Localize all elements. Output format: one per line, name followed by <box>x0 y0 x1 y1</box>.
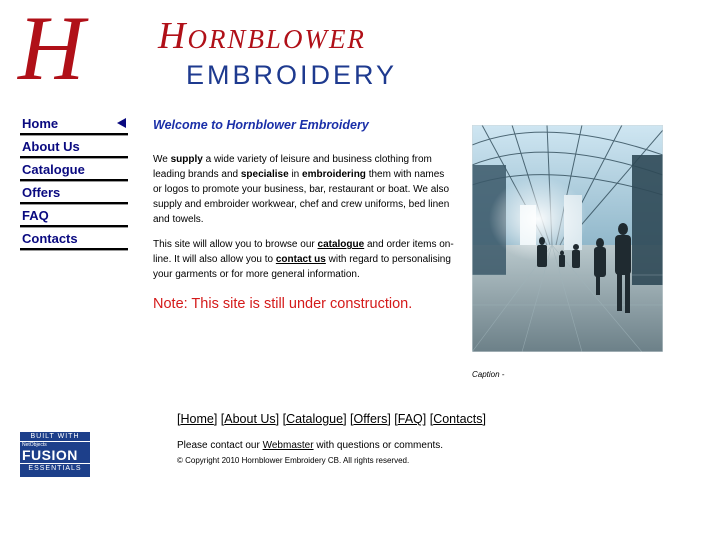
footer-link-offers[interactable]: Offers <box>353 412 388 426</box>
hero-photo <box>472 125 663 352</box>
nav-item-home[interactable] <box>20 114 128 137</box>
nav-item-offers[interactable] <box>20 183 128 206</box>
text: with regard to personalising your garments or for more general information. <box>153 254 451 280</box>
photo-caption: Caption - <box>472 370 505 379</box>
badge-line: BUILT WITH <box>20 432 90 442</box>
bold-text: supply <box>170 154 203 165</box>
nav-item-label: FAQ <box>22 208 49 223</box>
badge-line: NetObjects <box>22 442 47 448</box>
text: them with names or logos to promote your business, bar, restaurant or boat. We also supply and embroider workwear, chef and crew uniforms, bed linen and towels. <box>153 169 450 225</box>
catalogue-link[interactable]: catalogue <box>317 239 365 250</box>
text: This site will allow you to browse our <box>153 239 318 250</box>
sidebar-nav <box>20 114 128 252</box>
contact-us-link[interactable]: contact us <box>275 254 326 265</box>
footer-link-contacts[interactable]: Contacts <box>433 412 483 426</box>
netobjects-fusion-badge[interactable] <box>20 432 90 477</box>
footer-link-home[interactable]: Home <box>180 412 214 426</box>
bold-text: specialise <box>240 169 289 180</box>
text: with questions or comments. <box>313 440 444 451</box>
footer-link-catalogue[interactable]: Catalogue <box>286 412 344 426</box>
copyright-text: © Copyright 2010 Hornblower Embroidery CB. All rights reserved. <box>177 456 410 465</box>
nav-item-label: Offers <box>22 185 61 200</box>
bold-text: embroidering <box>302 169 366 180</box>
text: Please contact our <box>177 440 263 451</box>
logo-subtitle: EMBROIDERY <box>186 60 398 90</box>
mall-atrium-image <box>472 125 663 352</box>
footer-nav: [Home] [About Us] [Catalogue] [Offers] [FAQ] [Contacts] <box>177 412 487 426</box>
nav-item-label: Catalogue <box>22 162 85 177</box>
footer-contact-line <box>177 440 443 451</box>
footer-link-faq[interactable]: FAQ <box>397 412 423 426</box>
browse-paragraph <box>153 237 455 282</box>
intro-paragraph <box>153 152 455 227</box>
text: and order items on-line. It will also allow you to <box>153 239 454 265</box>
badge-line: FUSION <box>22 447 78 463</box>
nav-item-catalogue[interactable] <box>20 160 128 183</box>
nav-item-about-us[interactable] <box>20 137 128 160</box>
nav-item-label: Contacts <box>22 231 78 246</box>
construction-note: Note: This site is still under construction. <box>153 296 413 312</box>
footer-link-about-us[interactable]: About Us <box>224 412 276 426</box>
current-page-arrow-icon <box>117 118 126 128</box>
logo-monogram <box>18 0 108 99</box>
logo-title: Hornblower <box>158 15 366 57</box>
text: We <box>153 154 171 165</box>
badge-line: ESSENTIALS <box>20 463 90 473</box>
text: in <box>288 169 303 180</box>
nav-item-label: Home <box>22 116 59 131</box>
nav-item-label: About Us <box>22 139 80 154</box>
text: a wide variety of leisure and business clothing from leading brands and <box>153 154 432 180</box>
logo-monogram-letter: H <box>18 0 85 99</box>
nav-item-contacts[interactable] <box>20 229 128 252</box>
webmaster-link[interactable]: Webmaster <box>262 440 314 451</box>
page-title: Welcome to Hornblower Embroidery <box>153 118 369 132</box>
nav-item-faq[interactable] <box>20 206 128 229</box>
